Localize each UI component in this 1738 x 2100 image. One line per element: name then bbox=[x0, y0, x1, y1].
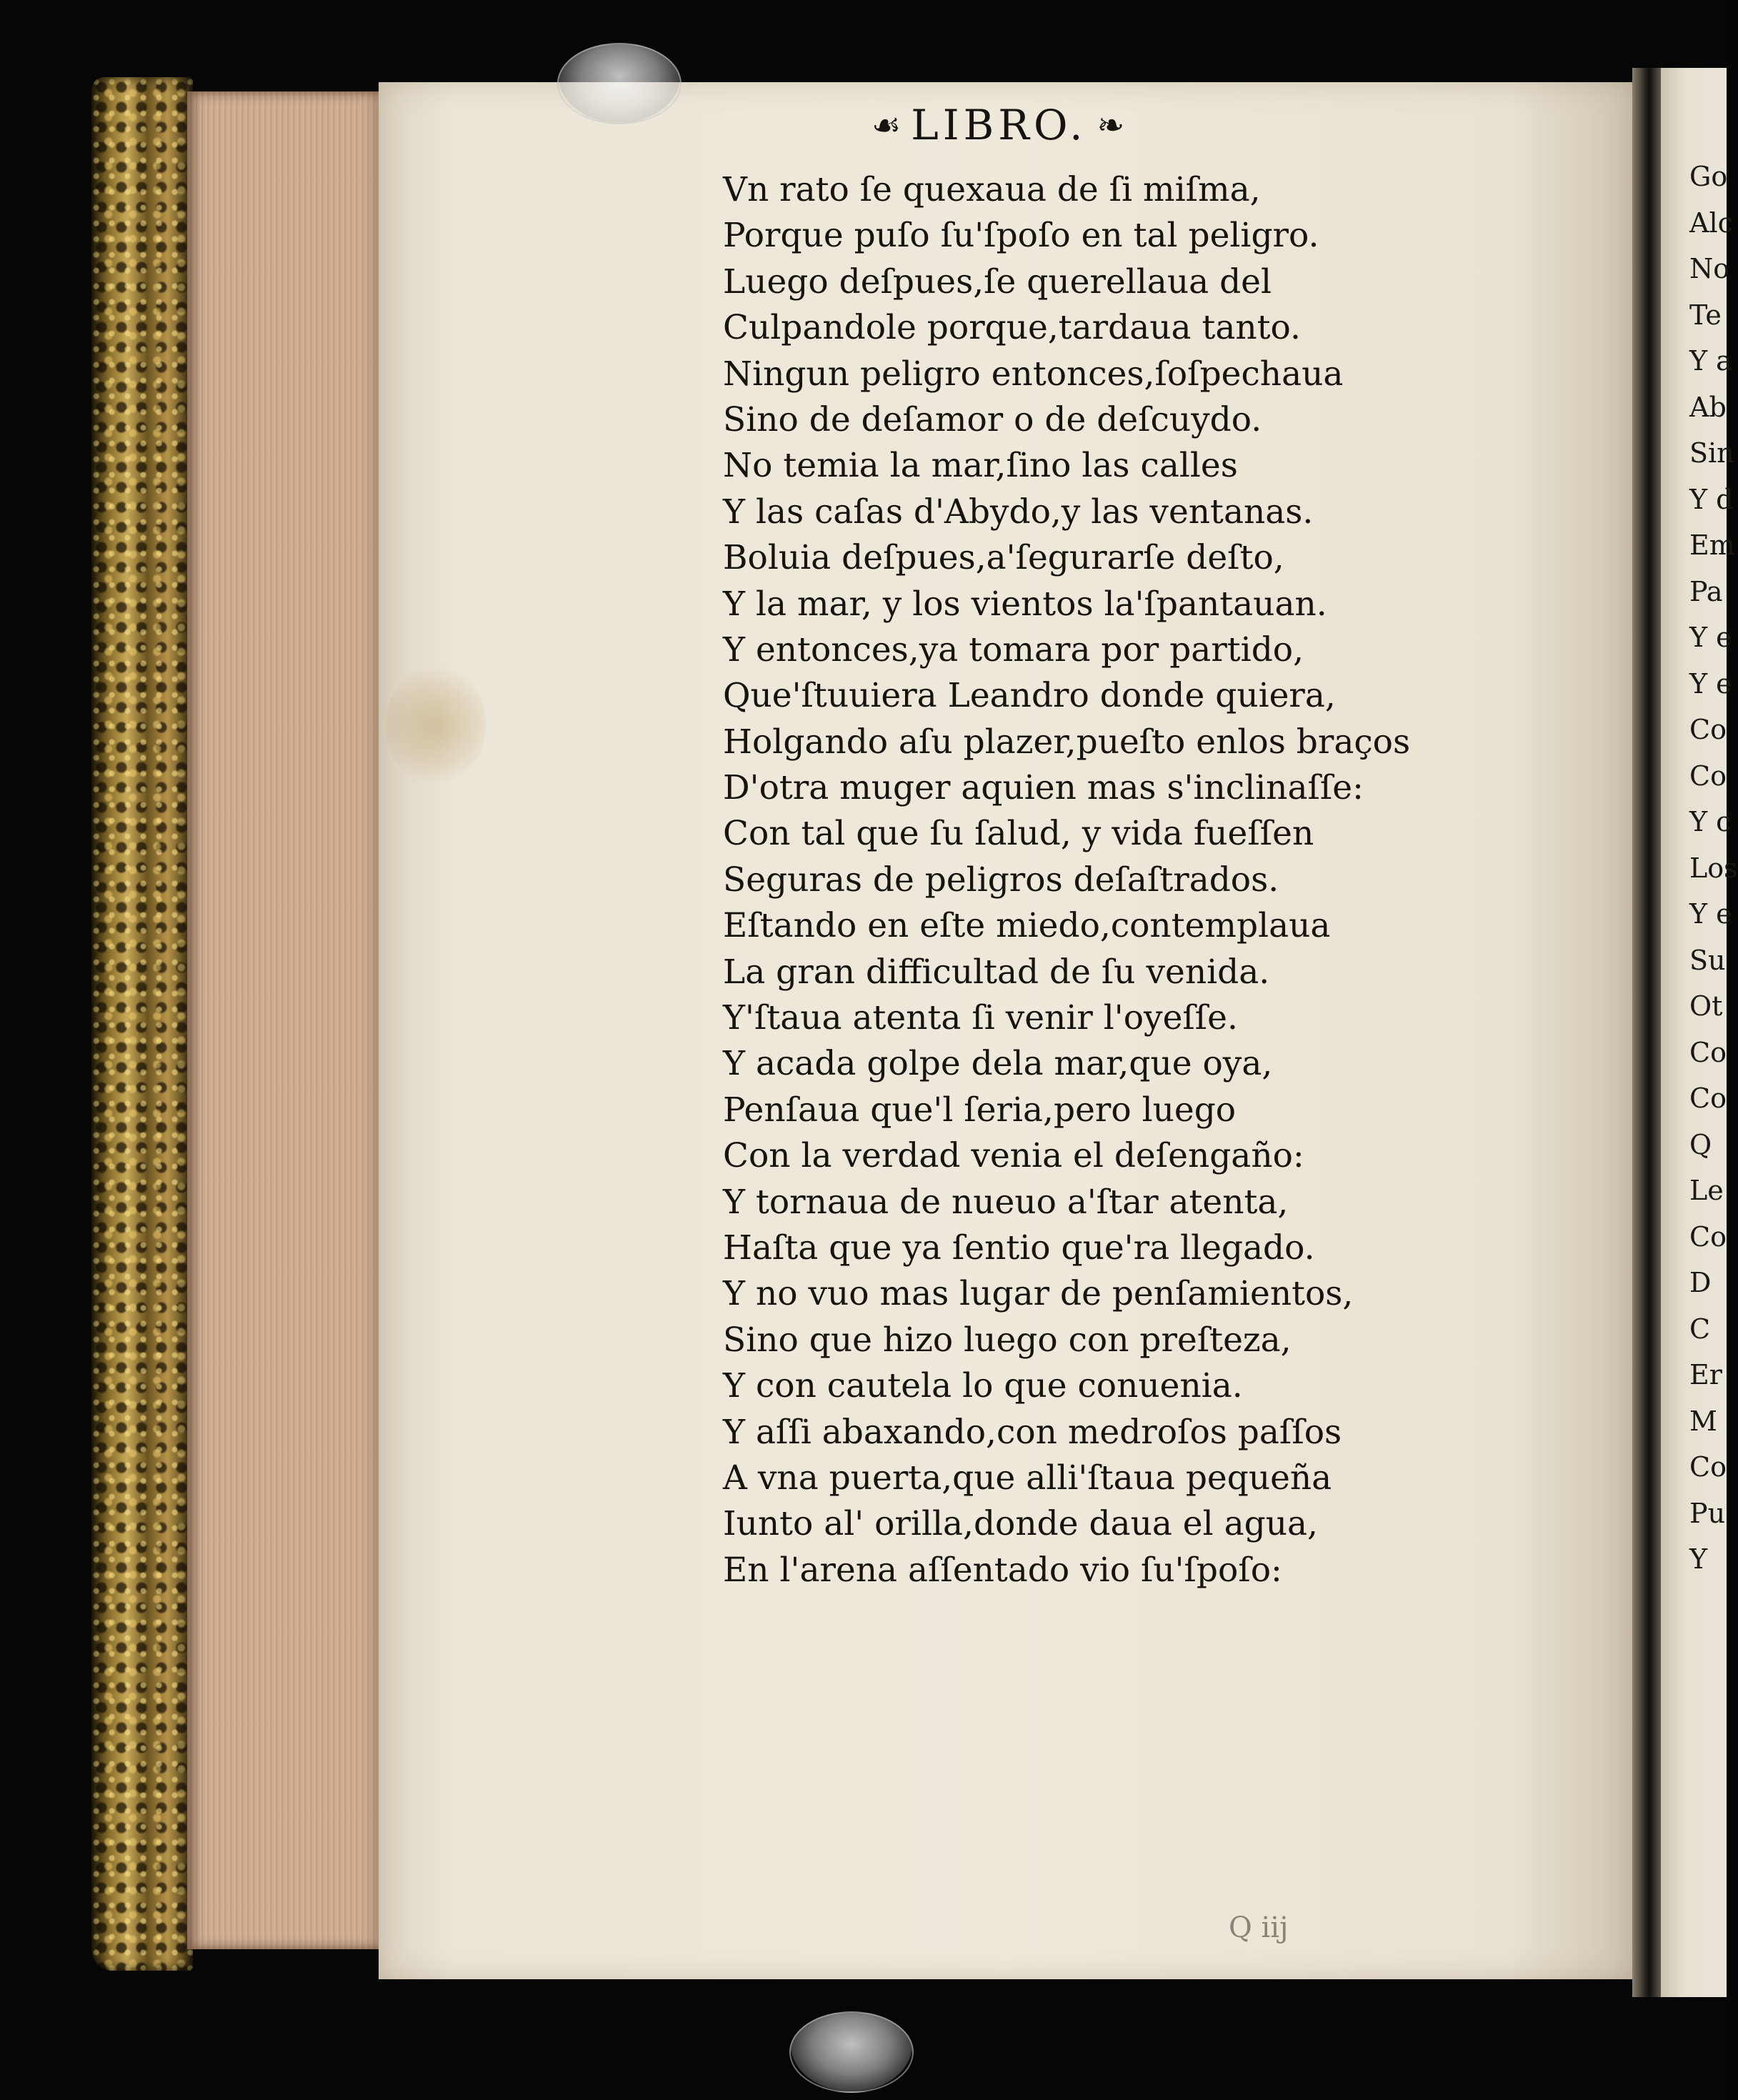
poem-line: Y la mar, y los vientos la'ſpantauan. bbox=[723, 584, 1327, 624]
poem-line: Con tal que ſu ſalud, y vida fueſſen bbox=[723, 814, 1314, 854]
right-fleuron-icon: ❧ bbox=[1097, 106, 1125, 144]
facing-page-line: D bbox=[1689, 1267, 1712, 1298]
poem-line: La gran difficultad de ſu venida. bbox=[723, 952, 1270, 992]
facing-page-line: Pu bbox=[1689, 1497, 1726, 1529]
poem-line: Luego deſpues,ſe querellaua del bbox=[723, 262, 1272, 302]
poem-line: Y aſſi abaxando,con medroſos paſſos bbox=[723, 1412, 1342, 1452]
poem-line: Sino que hizo luego con preſteza, bbox=[723, 1320, 1292, 1360]
facing-page-line: Los bbox=[1689, 852, 1738, 884]
poem-line: Y tornaua de nueuo a'ſtar atenta, bbox=[723, 1182, 1289, 1222]
poem-line: Y no vuo mas lugar de penſamientos, bbox=[723, 1274, 1354, 1314]
facing-page-line: Y c bbox=[1689, 806, 1732, 837]
poem-line: A vna puerta,que alli'ſtaua pequeña bbox=[723, 1458, 1332, 1498]
facing-page-line: Er bbox=[1689, 1359, 1722, 1390]
poem-line: Y acada golpe dela mar,que oya, bbox=[723, 1044, 1273, 1084]
facing-page-line: Ab bbox=[1689, 391, 1727, 423]
facing-page-line: Pa bbox=[1689, 575, 1723, 607]
poem-line: Y las caſas d'Abydo,y las ventanas. bbox=[723, 492, 1314, 532]
poem-line: Eſtando en eſte miedo,contemplaua bbox=[723, 906, 1331, 946]
left-fleuron-icon: ☙ bbox=[872, 106, 902, 144]
poem-text-block bbox=[723, 167, 1502, 1593]
poem-line: Que'ſtuuiera Leandro donde quiera, bbox=[723, 676, 1336, 716]
poem-line: Y entonces,ya tomara por partido, bbox=[723, 629, 1304, 670]
poem-line: Vn rato ſe quexaua de ſi miſma, bbox=[723, 170, 1261, 209]
facing-page-line: Su bbox=[1689, 944, 1726, 976]
poem-line: En l'arena aſſentado vio ſu'ſpoſo: bbox=[723, 1550, 1282, 1590]
facing-page-line: C bbox=[1689, 1313, 1711, 1345]
facing-page-line: Co bbox=[1689, 1451, 1727, 1483]
foxing-stain bbox=[386, 665, 486, 786]
page-holder-clip-top bbox=[557, 43, 681, 124]
poem-line: Sino de deſamor o de deſcuydo. bbox=[723, 399, 1262, 439]
poem-line: Y'ſtaua atenta ſi venir l'oyeſſe. bbox=[723, 998, 1238, 1038]
poem-line: Culpandole porque,tardaua tanto. bbox=[723, 308, 1301, 348]
poem-line: Penſaua que'l ſeria,pero luego bbox=[723, 1090, 1237, 1130]
running-head bbox=[872, 100, 1124, 150]
facing-page-line: Y a bbox=[1689, 345, 1732, 377]
facing-page-line: Alc bbox=[1689, 206, 1733, 239]
poem-line: Seguras de peligros deſaſtrados. bbox=[723, 860, 1279, 900]
facing-page-line: Go bbox=[1689, 161, 1728, 192]
facing-page-line: Y e bbox=[1689, 622, 1732, 653]
facing-page-line: Le bbox=[1689, 1175, 1724, 1206]
facing-page-line: Co bbox=[1689, 1083, 1727, 1114]
facing-page-line: Q bbox=[1689, 1128, 1712, 1160]
poem-line: Haſta que ya ſentio que'ra llegado. bbox=[723, 1228, 1315, 1268]
poem-line: D'otra muger aquien mas s'inclinaſſe: bbox=[723, 768, 1364, 808]
facing-page-line: Co bbox=[1689, 760, 1727, 792]
gilded-cover-edge bbox=[91, 77, 193, 1971]
running-head-text: LIBRO. bbox=[911, 101, 1087, 149]
facing-page-line: Y d bbox=[1689, 483, 1734, 515]
facing-page bbox=[1661, 68, 1738, 1997]
poem-line: Iunto al' orilla,donde daua el agua, bbox=[723, 1504, 1318, 1544]
poem-line: Boluia deſpues,a'ſegurarſe deſto, bbox=[723, 538, 1284, 578]
facing-page-line: Y e bbox=[1689, 667, 1732, 700]
poem-line: Ningun peligro entonces,ſoſpechaua bbox=[723, 354, 1344, 394]
signature-mark: Q iij bbox=[1229, 1911, 1289, 1944]
facing-page-line: Te bbox=[1689, 299, 1722, 331]
poem-line: No temia la mar,ſino las calles bbox=[723, 446, 1238, 486]
facing-page-line: Y e bbox=[1689, 898, 1732, 930]
facing-page-text bbox=[1689, 154, 1738, 1583]
page-block-edge bbox=[187, 91, 381, 1949]
poem-line: Y con cautela lo que conuenia. bbox=[723, 1366, 1243, 1406]
poem-line: Porque puſo ſu'ſpoſo en tal peligro. bbox=[723, 216, 1319, 256]
poem-line: Holgando aſu plazer,pueſto enlos braços bbox=[723, 722, 1411, 762]
facing-page-line: Sin bbox=[1689, 437, 1734, 469]
facing-page-line: Co bbox=[1689, 1220, 1727, 1253]
facing-page-line: No bbox=[1689, 253, 1730, 284]
facing-page-line: Y bbox=[1689, 1543, 1708, 1575]
facing-page-line: M bbox=[1689, 1405, 1717, 1437]
book-gutter bbox=[1632, 68, 1661, 1997]
facing-page-line: Em bbox=[1689, 529, 1735, 561]
facing-page-line: Co bbox=[1689, 714, 1727, 745]
facing-page-line: Co bbox=[1689, 1036, 1727, 1068]
poem-line: Con la verdad venia el deſengaño: bbox=[723, 1136, 1304, 1176]
facing-page-line: Ot bbox=[1689, 990, 1723, 1022]
page-holder-clip-bottom bbox=[789, 2011, 914, 2093]
